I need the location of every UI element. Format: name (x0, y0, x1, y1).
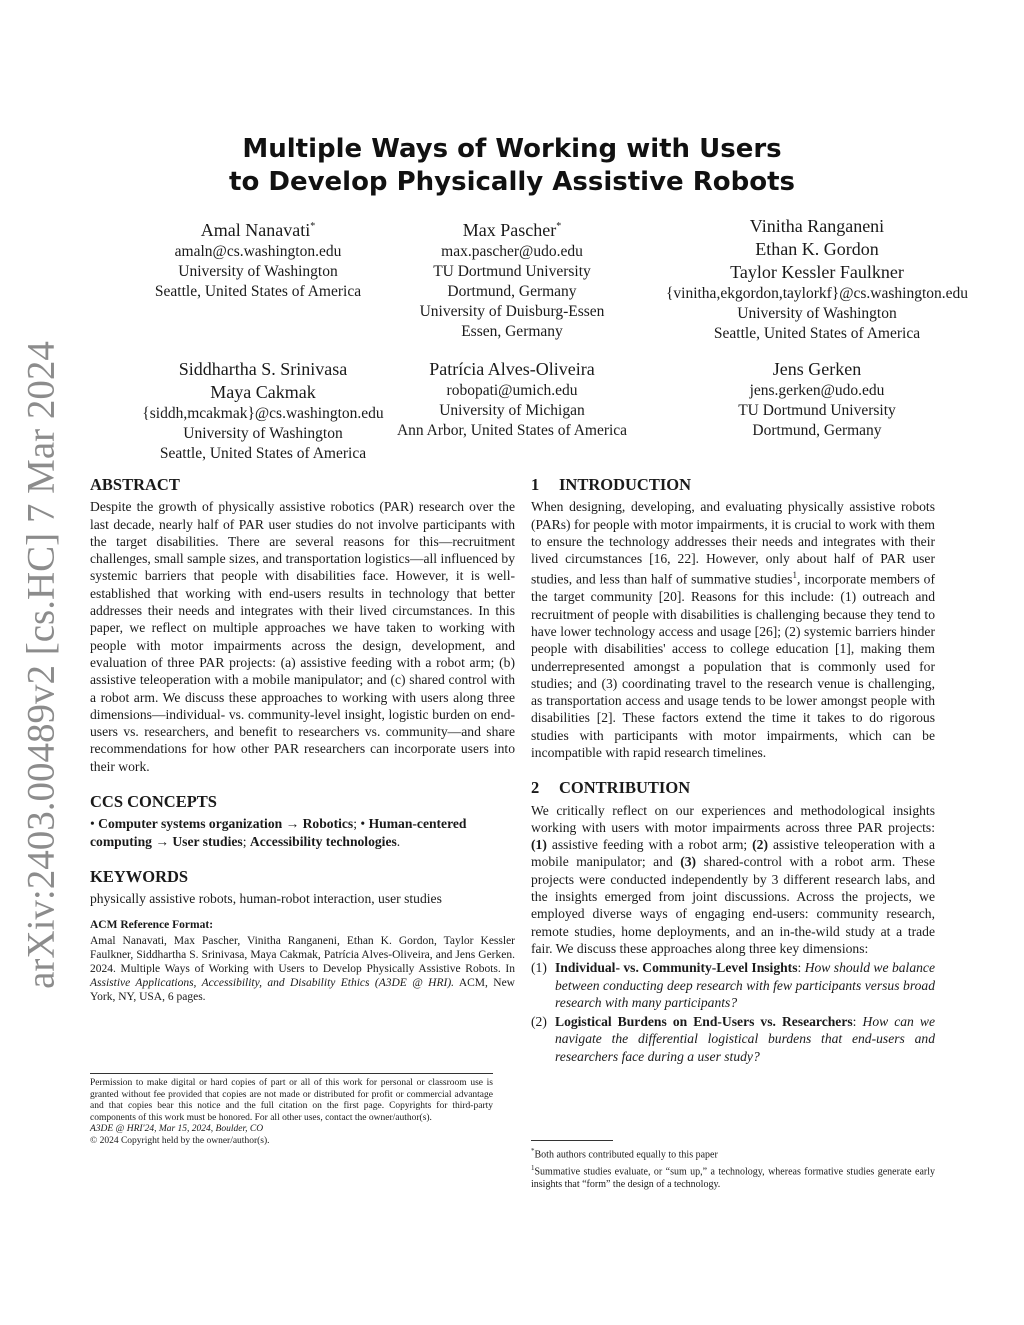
author-name: Maya Cakmak (210, 382, 316, 402)
separator: ; (242, 833, 247, 849)
footnote-2 (531, 1162, 935, 1191)
acm-reference-publisher: ACM, New York, NY, USA, 6 pages. (90, 976, 515, 1003)
ccs-term: Robotics (302, 816, 354, 832)
title-line-1: Multiple Ways of Working with Users (242, 134, 782, 164)
acm-reference-text (90, 934, 515, 1004)
footnote-text: Both authors contributed equally to this paper (534, 1149, 718, 1161)
acm-reference-citation: Amal Nanavati, Max Pascher, Vinitha Ranganeni, Ethan K. Gordon, Taylor Kessler Faulkner, Siddhartha S. Srinivasa, Maya Cakmak, Patrícia Alves-Oliveira, and Jens Gerken. 2024. Multiple Ways of Working with Users to Develop Physically Assistive Robots. In (90, 934, 515, 975)
section-number: 2 (531, 778, 540, 798)
author-affiliation: University of Duisburg-Essen (419, 303, 605, 320)
dimension-title: Logistical Burdens on End-Users vs. Researchers (555, 1014, 853, 1030)
section-number: 1 (531, 475, 540, 494)
intro-paragraph-part: , incorporate members of the target community [20]. Reasons for this include: (1) outreach and recruitment of people with disabilities is challenging because they tend to have lower technology access and usage [26]; (2) systemic barriers hinder people with disabilities' access to college education [1], making them underrepresented amongst a population that is commonly used for studies; and (3) coordinating travel to the research venue is challenging, as transportation access and usage tends to be lower amongst people with disabilities [2]. These factors extend the time it takes to do rigorous studies with participants with motor impairments, which can be incompatible with rapid research timelines. (531, 572, 935, 760)
author-email: {siddh,mcakmak}@cs.washington.edu (142, 405, 384, 422)
equal-contribution-mark: * (556, 221, 562, 232)
arxiv-identifier: arXiv:2403.00489v2 [cs.HC] 7 Mar 2024 (19, 341, 63, 989)
keywords-heading: KEYWORDS (90, 866, 189, 886)
bullet-glyph: • (360, 816, 366, 832)
footnote-mark: 1 (531, 1163, 535, 1172)
footnote-divider (531, 1140, 613, 1141)
footnote-mark: * (531, 1147, 535, 1155)
enumeration-label: (2) (752, 837, 768, 853)
list-item-label: (2) (531, 1014, 547, 1030)
left-column (90, 476, 515, 1004)
ccs-term: Accessibility technologies (249, 833, 397, 849)
author-name: Vinitha Ranganeni (749, 216, 885, 236)
author-location: Dortmund, Germany (752, 422, 882, 439)
dimension-question: How can we navigate the differential logistical burdens that end-users and researchers face during a user study? (555, 1014, 935, 1064)
author-affiliation: TU Dortmund University (738, 402, 896, 419)
ccs-heading: CCS CONCEPTS (90, 792, 217, 812)
footnote-text: Summative studies evaluate, or “sum up,” a technology, whereas formative studies generate early insights that “form” the design of a technology. (531, 1166, 935, 1190)
permission-text: Permission to make digital or hard copies of part or all of this work for personal or classroom use is granted without fee provided that copies are not made or distributed for profit or commercial advantage and that copies bear this notice and the full citation on the first page. Copyrights for third-party components of this work must be honored. For all other uses, contact the owner/author(s). (90, 1078, 493, 1123)
author-affiliation: University of Michigan (439, 402, 585, 419)
author-block-6 (637, 358, 997, 441)
list-item (531, 1013, 935, 1065)
author-block-2 (362, 215, 662, 342)
conference-venue: A3DE @ HRI'24, Mar 15, 2024, Boulder, CO (90, 1124, 264, 1135)
arrow-glyph: → (155, 833, 169, 849)
list-item-body: Individual- vs. Community-Level Insights: How should we balance between conducting deep research with few participants versus broad research with many participants? (555, 960, 935, 1010)
arrow-glyph: → (285, 816, 300, 832)
author-name: Siddhartha S. Srinivasa (178, 359, 348, 379)
abstract-heading: ABSTRACT (90, 475, 180, 494)
author-name: Patrícia Alves-Oliveira (429, 359, 595, 379)
author-name: Ethan K. Gordon (755, 239, 879, 259)
author-name: Max Pascher (462, 220, 557, 240)
contribution-heading (531, 779, 935, 796)
contribution-text (531, 802, 935, 958)
keywords-text: physically assistive robots, human-robot interaction, user studies (90, 891, 442, 907)
author-affiliation: University of Washington (737, 305, 897, 322)
ccs-term: User studies (172, 833, 243, 849)
copyright-notice: © 2024 Copyright held by the owner/author(s). (90, 1135, 270, 1146)
author-block-3 (637, 215, 997, 344)
author-affiliation: University of Washington (178, 263, 338, 280)
dimension-title: Individual- vs. Community-Level Insights (555, 960, 798, 976)
list-item-label: (1) (531, 960, 547, 976)
equal-contribution-mark: * (310, 221, 316, 232)
enumeration-label: (3) (680, 854, 697, 870)
acm-reference-venue: Assistive Applications, Accessibility, and Disability Ethics (A3DE @ HRI). (90, 976, 455, 989)
contribution-paragraph-part: shared-control with a robot arm. These projects were conducted independently by 3 different research labs, and the insights emerged from joint discussions. Across the projects, we employed diverse ways of engaging end-users: community research, remote studies, home deployments, and an in-the-wild study at a trade fair. We discuss these approaches along three key dimensions: (531, 854, 935, 956)
author-name: Amal Nanavati (200, 220, 311, 240)
ccs-concepts (90, 815, 515, 850)
contribution-paragraph-part: assistive teleoperation with a mobile manipulator; and (531, 837, 935, 870)
title-line-2: to Develop Physically Assistive Robots (229, 167, 795, 197)
intro-heading (531, 476, 935, 493)
author-affiliation: University of Washington (183, 425, 343, 442)
bullet-glyph: • (90, 816, 95, 832)
ccs-term: Human-centered computing (90, 816, 467, 849)
author-location: Ann Arbor, United States of America (396, 422, 628, 439)
right-column (531, 476, 935, 1065)
contribution-paragraph-part: assistive feeding with a robot arm; (551, 837, 748, 853)
footnote-1 (531, 1145, 935, 1162)
footnote-mark: 1 (792, 570, 797, 581)
ccs-term: Computer systems organization (98, 816, 283, 832)
abstract-text: Despite the growth of physically assistive robotics (PAR) research over the last decade, nearly half of PAR user studies do not involve participants with the target disabilities. There are several reasons for this—recruitment challenges, small sample sizes, and transportation logistics—all influenced by systemic barriers that people with disabilities face. However, it is well-established that working with end-users results in technology that better addresses their needs and integrates with their lived circumstances. In this paper, we reflect on multiple approaches we have taken to working with people with motor impairments across the design, development, and evaluation of three PAR projects: (a) assistive feeding with a robot arm; (b) assistive teleoperation with a mobile manipulator; and (c) shared control with a robot arm. We discuss these approaches to working with users along three dimensions—individual- vs. community-level insight, logistic burden on end-users vs. researchers, and benefit to researchers vs. community—and share recommendations for how other PAR researchers can incorporate users into their work. (90, 499, 515, 774)
author-email: robopati@umich.edu (446, 382, 578, 399)
author-location: Seattle, United States of America (154, 283, 362, 300)
author-location: Dortmund, Germany (447, 283, 577, 300)
author-email: max.pascher@udo.edu (441, 243, 583, 260)
divider (90, 1073, 493, 1074)
author-block-5 (362, 358, 662, 441)
intro-paragraph-part: When designing, developing, and evaluating physically assistive robots (PARs) for people with motor impairments, it is crucial to work with them to ensure the technology addresses their needs and integrates with their lived circumstances [16, 22]. However, only about half of PAR user studies, and less than half of summative studies (531, 499, 935, 588)
author-location: Seattle, United States of America (713, 325, 921, 342)
separator: . (396, 833, 401, 849)
enumeration-label: (1) (531, 837, 547, 853)
author-name: Jens Gerken (772, 359, 862, 379)
author-location: Essen, Germany (461, 323, 563, 340)
author-affiliation: TU Dortmund University (433, 263, 591, 280)
contribution-paragraph-part: We critically reflect on our experiences and methodological insights working with users with motor impairments across three PAR projects: (531, 802, 935, 835)
intro-text (531, 498, 935, 761)
author-email: {vinitha,ekgordon,taylorkf}@cs.washington.edu (665, 285, 969, 302)
paper-title (0, 133, 1024, 199)
list-item-body: Logistical Burdens on End-Users vs. Researchers: How can we navigate the differential logistical burdens that end-users and researchers face during a user study? (555, 1014, 935, 1064)
footnotes (531, 1140, 935, 1191)
author-email: amaln@cs.washington.edu (174, 243, 342, 260)
list-item (531, 959, 935, 1011)
permission-block (90, 1073, 493, 1148)
author-location: Seattle, United States of America (159, 445, 367, 462)
author-email: jens.gerken@udo.edu (749, 382, 885, 399)
section-title: CONTRIBUTION (559, 778, 691, 798)
separator: ; (353, 816, 357, 832)
section-title: INTRODUCTION (559, 475, 692, 494)
dimension-question: How should we balance between conducting deep research with few participants versus broad research with many participants? (555, 960, 935, 1010)
acm-reference-heading: ACM Reference Format: (90, 918, 214, 931)
author-name: Taylor Kessler Faulkner (730, 262, 904, 282)
